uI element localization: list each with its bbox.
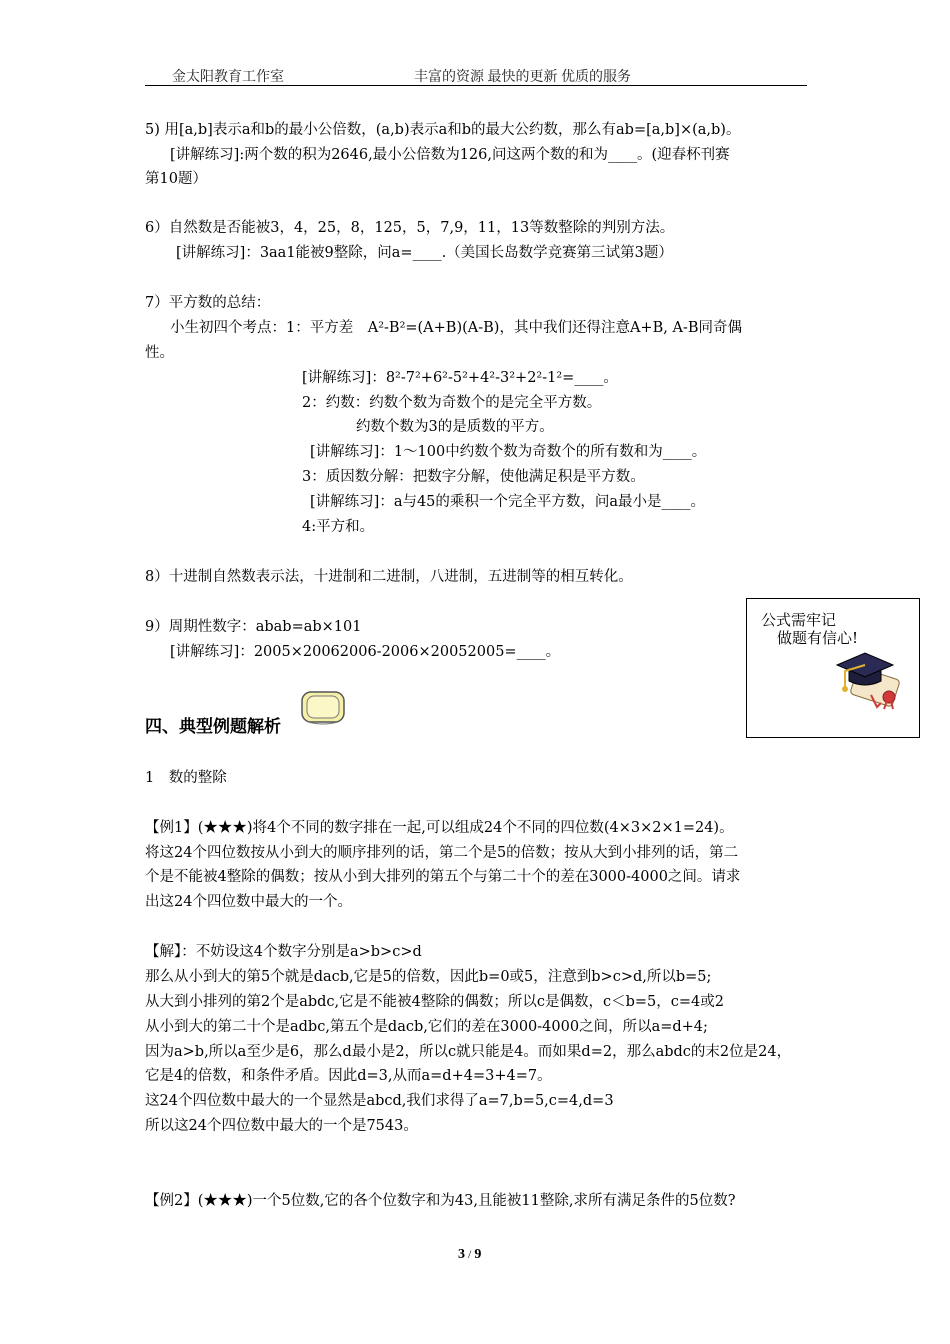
item7-line7: [讲解练习]：1～100中约数个数为奇数个的所有数和为____。 <box>310 444 707 460</box>
example1-line3: 个是不能被4整除的偶数；按从小到大排列的第五个与第二十个的差在3000-4000之间。请求 <box>145 869 741 885</box>
item7-line4: [讲解练习]：8²-7²+6²-5²+4²-3²+2²-1²=____。 <box>302 370 618 386</box>
solution1-line8: 所以这24个四位数中最大的一个是7543。 <box>145 1118 418 1134</box>
page-current: 3 <box>458 1247 465 1262</box>
example2-line1: 【例2】(★★★)一个5位数,它的各个位数字和为43,且能被11整除,求所有满足条件的5位数? <box>145 1193 736 1209</box>
solution1-line1: 【解】：不妨设这4个数字分别是a>b>c>d <box>145 944 422 960</box>
item5-line2: [讲解练习]:两个数的积为2646,最小公倍数为126,问这两个数的和为____。(迎春杯刊赛 <box>170 147 730 163</box>
scroll-sign-icon <box>298 690 348 726</box>
item6-line1: 6）自然数是否能被3，4，25，8，125，5，7,9，11，13等数整除的判别方法。 <box>145 220 675 236</box>
example1-line4: 出这24个四位数中最大的一个。 <box>145 894 352 910</box>
item7-line3: 性。 <box>145 345 174 361</box>
header-rule <box>145 85 807 86</box>
item8-line1: 8）十进制自然数表示法，十进制和二进制，八进制，五进制等的相互转化。 <box>145 569 633 585</box>
header-right: 丰富的资源 最快的更新 优质的服务 <box>414 70 631 85</box>
note-line2: 做题有信心! <box>777 629 859 647</box>
item9-line1: 9）周期性数字：abab=ab×101 <box>145 619 362 635</box>
example1-line2: 将这24个四位数按从小到大的顺序排列的话，第二个是5的倍数；按从大到小排列的话，第二 <box>145 845 739 861</box>
item6-line2: [讲解练习]：3aa1能被9整除，问a=____.（美国长岛数学竞赛第三试第3题） <box>176 245 673 261</box>
section-title: 四、典型例题解析 <box>145 717 281 737</box>
page-number: 3 / 9 <box>458 1247 482 1262</box>
solution1-line6: 它是4的倍数，和条件矛盾。因此d=3,从而a=d+4=3+4=7。 <box>145 1068 552 1084</box>
item7-line5: 2：约数：约数个数为奇数个的是完全平方数。 <box>302 395 602 411</box>
item7-line6: 约数个数为3的是质数的平方。 <box>356 419 554 435</box>
solution1-line2: 那么从小到大的第5个就是dacb,它是5的倍数，因此b=0或5，注意到b>c>d,所以b=5; <box>145 969 712 985</box>
note-line1: 公式需牢记 <box>761 611 837 629</box>
solution1-line3: 从大到小排列的第2个是abdc,它是不能被4整除的偶数；所以c是偶数，c＜b=5，c=4或2 <box>145 994 725 1010</box>
item9-line2: [讲解练习]：2005×20062006-2006×20052005=____。 <box>170 644 561 660</box>
item7-line1: 7）平方数的总结： <box>145 295 271 311</box>
graduation-cap-icon <box>831 643 911 713</box>
note-box <box>746 598 920 738</box>
item7-line10: 4:平方和。 <box>302 519 375 535</box>
subsection-title: 1 数的整除 <box>145 770 227 786</box>
header-left: 金太阳教育工作室 <box>172 70 284 85</box>
solution1-line7: 这24个四位数中最大的一个显然是abcd,我们求得了a=7,b=5,c=4,d=3 <box>145 1093 614 1109</box>
item7-line9: [讲解练习]：a与45的乘积一个完全平方数，问a最小是____。 <box>310 494 706 510</box>
item5-line3: 第10题） <box>145 171 207 187</box>
solution1-line5: 因为a>b,所以a至少是6，那么d最小是2，所以c就只能是4。而如果d=2，那么abdc的末2位是24， <box>145 1044 792 1060</box>
example1-line1: 【例1】(★★★)将4个不同的数字排在一起,可以组成24个不同的四位数(4×3×2×1=24)。 <box>145 820 734 836</box>
item7-line8: 3：质因数分解：把数字分解，使他满足积是平方数。 <box>302 469 645 485</box>
page-total: 9 <box>474 1247 482 1262</box>
item5-line1: 5) 用[a,b]表示a和b的最小公倍数，(a,b)表示a和b的最大公约数，那么有ab=[a,b]×(a,b)。 <box>145 122 741 138</box>
item7-line2: 小生初四个考点：1：平方差 A²-B²=(A+B)(A-B)，其中我们还得注意A+B, A-B同奇偶 <box>170 320 742 336</box>
solution1-line4: 从小到大的第二十个是adbc,第五个是dacb,它们的差在3000-4000之间，所以a=d+4; <box>145 1019 708 1035</box>
